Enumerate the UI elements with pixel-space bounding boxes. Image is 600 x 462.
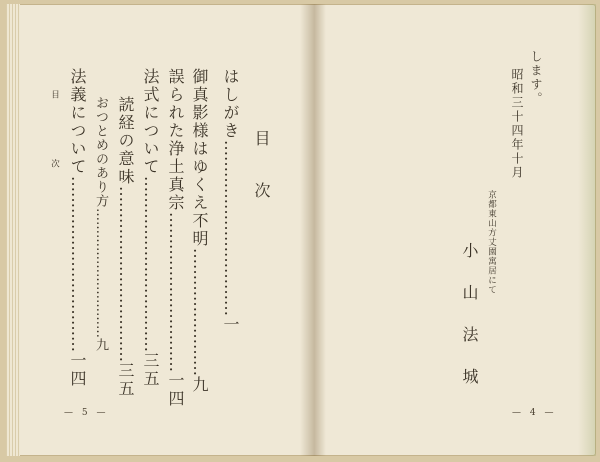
toc-leader: …………………………… <box>141 176 160 352</box>
toc-entry-title: 御真影様はゆくえ不明 <box>190 68 209 248</box>
right-page-number: — 4 — <box>512 408 557 418</box>
toc-entry-1[interactable] <box>222 68 238 334</box>
toc-entry-title: 法式について <box>141 68 160 176</box>
toc-leader: …………………………… <box>221 140 240 316</box>
toc-leader: ………………………… <box>166 212 185 372</box>
toc-leader: ………………………… <box>93 208 108 338</box>
book-spread <box>6 4 596 456</box>
toc-leader: …………………………… <box>68 176 87 352</box>
toc-page-number: 三五 <box>141 352 160 388</box>
toc-entry-6[interactable] <box>94 96 107 352</box>
toc-entry-4[interactable] <box>142 68 158 388</box>
preface-date: 昭和三十四年十月 <box>510 68 524 180</box>
toc-page-number: 一 <box>221 316 240 334</box>
toc-page-number: 三五 <box>116 362 135 398</box>
toc-entry-title: 法義について <box>68 68 87 176</box>
preface-location: 京都東山方丈園寓居にて <box>486 190 497 295</box>
toc-page-number: 九 <box>190 376 209 394</box>
toc-entry-7[interactable] <box>69 68 85 388</box>
toc-entry-title: 読経の意味 <box>116 96 135 186</box>
page-edge-stain <box>578 4 596 456</box>
toc-entry-3[interactable] <box>167 68 183 408</box>
author-name: 小山法城 <box>460 242 479 410</box>
toc-entry-5[interactable] <box>117 96 133 398</box>
running-header: 目 次 <box>49 90 60 194</box>
toc-page-number: 一四 <box>68 352 87 388</box>
toc-leader: …………………………… <box>116 186 135 362</box>
toc-entry-title: はしがき <box>221 68 240 140</box>
page-stack-edge <box>6 4 20 456</box>
book-gutter <box>300 4 326 456</box>
toc-entry-title: 誤られた浄土真宗 <box>166 68 185 212</box>
toc-title: 目 次 <box>252 130 271 208</box>
preface-closing-text: します。 <box>529 50 543 106</box>
toc-entry-title: おつとめのあり方 <box>93 96 108 208</box>
toc-page-number: 一四 <box>166 372 185 408</box>
toc-page-number: 九 <box>93 338 108 352</box>
toc-entry-2[interactable] <box>191 68 207 394</box>
toc-leader: …………………… <box>190 248 209 376</box>
left-page-number: — 5 — <box>64 408 109 418</box>
